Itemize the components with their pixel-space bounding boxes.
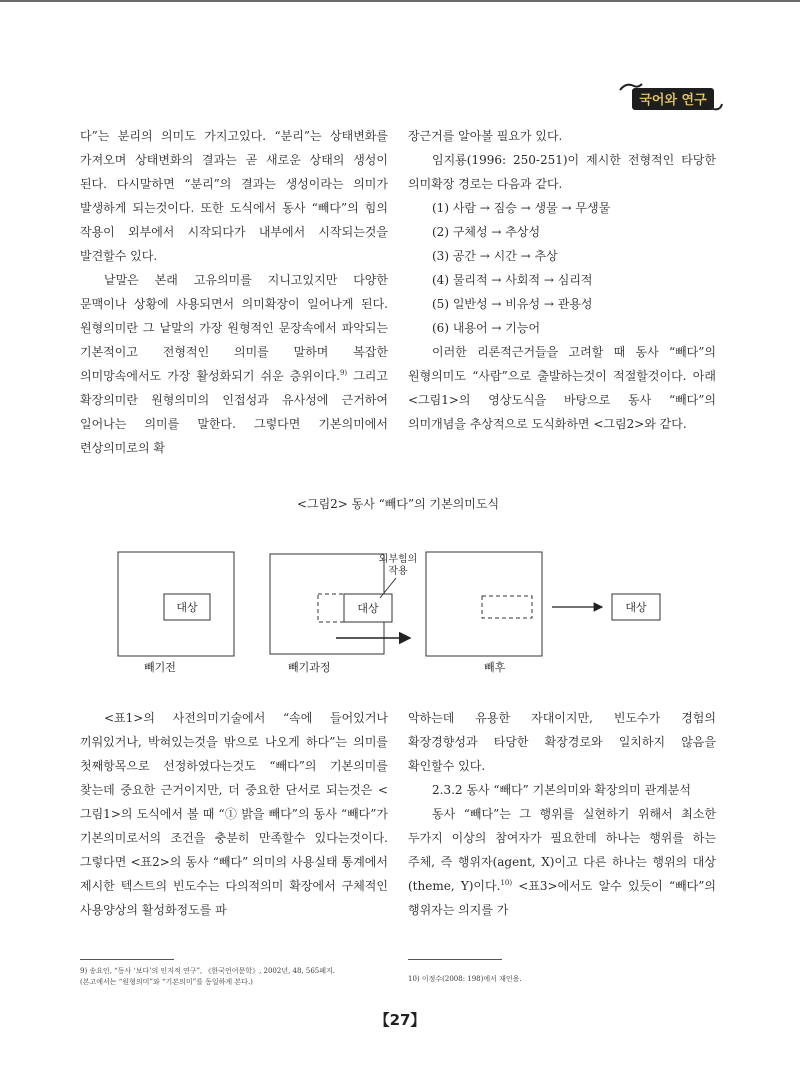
- container-box: [426, 552, 542, 656]
- column-bottom-left: [80, 706, 388, 922]
- paragraph: 다”는 분리의 의미도 가지고있다. “분리”는 상태변화를 가져오며 상태변화의 결과는 곧 새로운 상태의 생성이 된다. 다시말하면 “분리”의 결과는 생성이라는 의미가 발생하게 되는것이다. 또한 도식에서 동사 “빼다”의 힘의 작용이 외부에서 시작되다가 내부에서 시작되는것을 발견할수 있다.: [80, 129, 388, 263]
- paragraph: 임지룡(1996: 250-251)이 제시한 전형적인 타당한 의미확장 경로는 다음과 같다.: [408, 153, 716, 191]
- figure-title: <그림2> 동사 “빼다”의 기본의미도식: [296, 497, 500, 511]
- list-item: (6) 내용어 → 기능어: [432, 321, 541, 335]
- column-top-left: [80, 124, 388, 460]
- page-number: 【27】: [374, 1011, 426, 1029]
- object-label: 대상: [625, 601, 647, 614]
- column-top-right: [408, 124, 716, 436]
- caption-after: 빼후: [484, 661, 506, 674]
- object-box-dashed: [482, 596, 532, 618]
- caption-process: 빼기과정: [288, 661, 331, 674]
- paragraph: <표1>의 사전의미기술에서 “속에 들어있거나 끼워있거나, 박혀있는것을 밖으로 나오게 하다”는 의미를 첫째항목으로 선정하였다는것도 “빼다”의 기본의미를 찾는데 중요한 근거이지만, 더 중요한 단서로 되는것은 <그림1>의 도식에서 볼 때 “① 밝을 빼다”의 동사 “빼다”가 기본의미로서의 조건을 충분히 만족할수 있다는것이다. 그렇다면 <표2>의 동사 “빼다” 의미의 사용실태 통계에서 제시한 텍스트의 빈도수는 다의적의미 확장에서 구체적인 사용양상의 활성화정도를 파: [80, 711, 388, 917]
- footnote-10: 10) 이정수(2008: 198)에서 재인용.: [408, 975, 522, 983]
- column-bottom-right: [408, 706, 716, 922]
- footnote-rule: [408, 959, 502, 960]
- list-item: (4) 물리적 → 사회적 → 심리적: [432, 273, 593, 287]
- force-label-line1: 외부힘의: [378, 554, 418, 565]
- object-label: 대상: [357, 602, 379, 615]
- list-item: (3) 공간 → 시간 → 추상: [432, 249, 558, 263]
- footnote-ref: 10): [500, 879, 513, 887]
- list-item: (2) 구체성 → 추상성: [432, 225, 541, 239]
- top-rule: [0, 0, 800, 2]
- paragraph: 동사 “빼다”는 그 행위를 실현하기 위해서 최소한 두가지 이상의 참여자가 필요한데 하나는 행위를 하는 주체, 즉 행위자(agent, X)이고 다른 하나는 행위의 대상(theme, Y)이다.$^{10)}$ <표3>에서도 알수 있듯이 “빼다”의 행위자는 의지를 가: [408, 807, 716, 917]
- journal-logo-text: 국어와 연구: [639, 93, 707, 108]
- force-label-line2: 작용: [388, 566, 408, 577]
- list-item: (5) 일반성 → 비유성 → 관용성: [432, 297, 593, 311]
- paragraph: 이러한 리론적근거들을 고려할 때 동사 “빼다”의 원형의미도 “사람”으로 출발하는것이 적절할것이다. 아래 <그림1>의 영상도식을 바탕으로 동사 “빼다”의 의미개념을 추상적으로 도식화하면 <그림2>와 같다.: [408, 345, 716, 431]
- footnote-ref: 9): [339, 369, 348, 377]
- section-heading: 2.3.2 동사 “빼다” 기본의미와 확장의미 관계분석: [432, 783, 691, 797]
- caption-before: 빼기전: [144, 661, 176, 674]
- figure-2-diagram: [80, 540, 716, 690]
- footnote-rule: [80, 959, 174, 960]
- paragraph: 악하는데 유용한 자대이지만, 빈도수가 경험의 확장경향성과 타당한 확장경로와 일치하지 않음을 확인할수 있다.: [408, 711, 716, 773]
- footnote-9: 9) 송요인, “동사 ‘보다’의 인지적 연구”, 《한국언어문학》, 2002년, 48, 565페지. (본고에서는 “원형의미”와 “기본의미”를 동일하게 본다.): [80, 967, 336, 986]
- object-label: 대상: [176, 601, 198, 614]
- journal-logo: [612, 76, 728, 116]
- paragraph: 낱말은 본래 고유의미를 지니고있지만 다양한 문맥이나 상황에 사용되면서 의미확장이 일어나게 된다. 원형의미란 그 낱말의 가장 원형적인 문장속에서 파악되는 기본적이고 전형적인 의미를 말하며 복잡한 의미망속에서도 가장 활성화되기 쉬운 층위이다.$^{9)}$ 그리고 확장의미란 원형의미의 인접성과 유사성에 근거하여 일어나는 의미를 말한다. 그렇다면 기본의미에서 련상의미로의 확: [80, 273, 388, 455]
- paragraph: 장근거를 알아볼 필요가 있다.: [408, 129, 563, 143]
- list-item: (1) 사람 → 짐승 → 생물 → 무생물: [432, 201, 611, 215]
